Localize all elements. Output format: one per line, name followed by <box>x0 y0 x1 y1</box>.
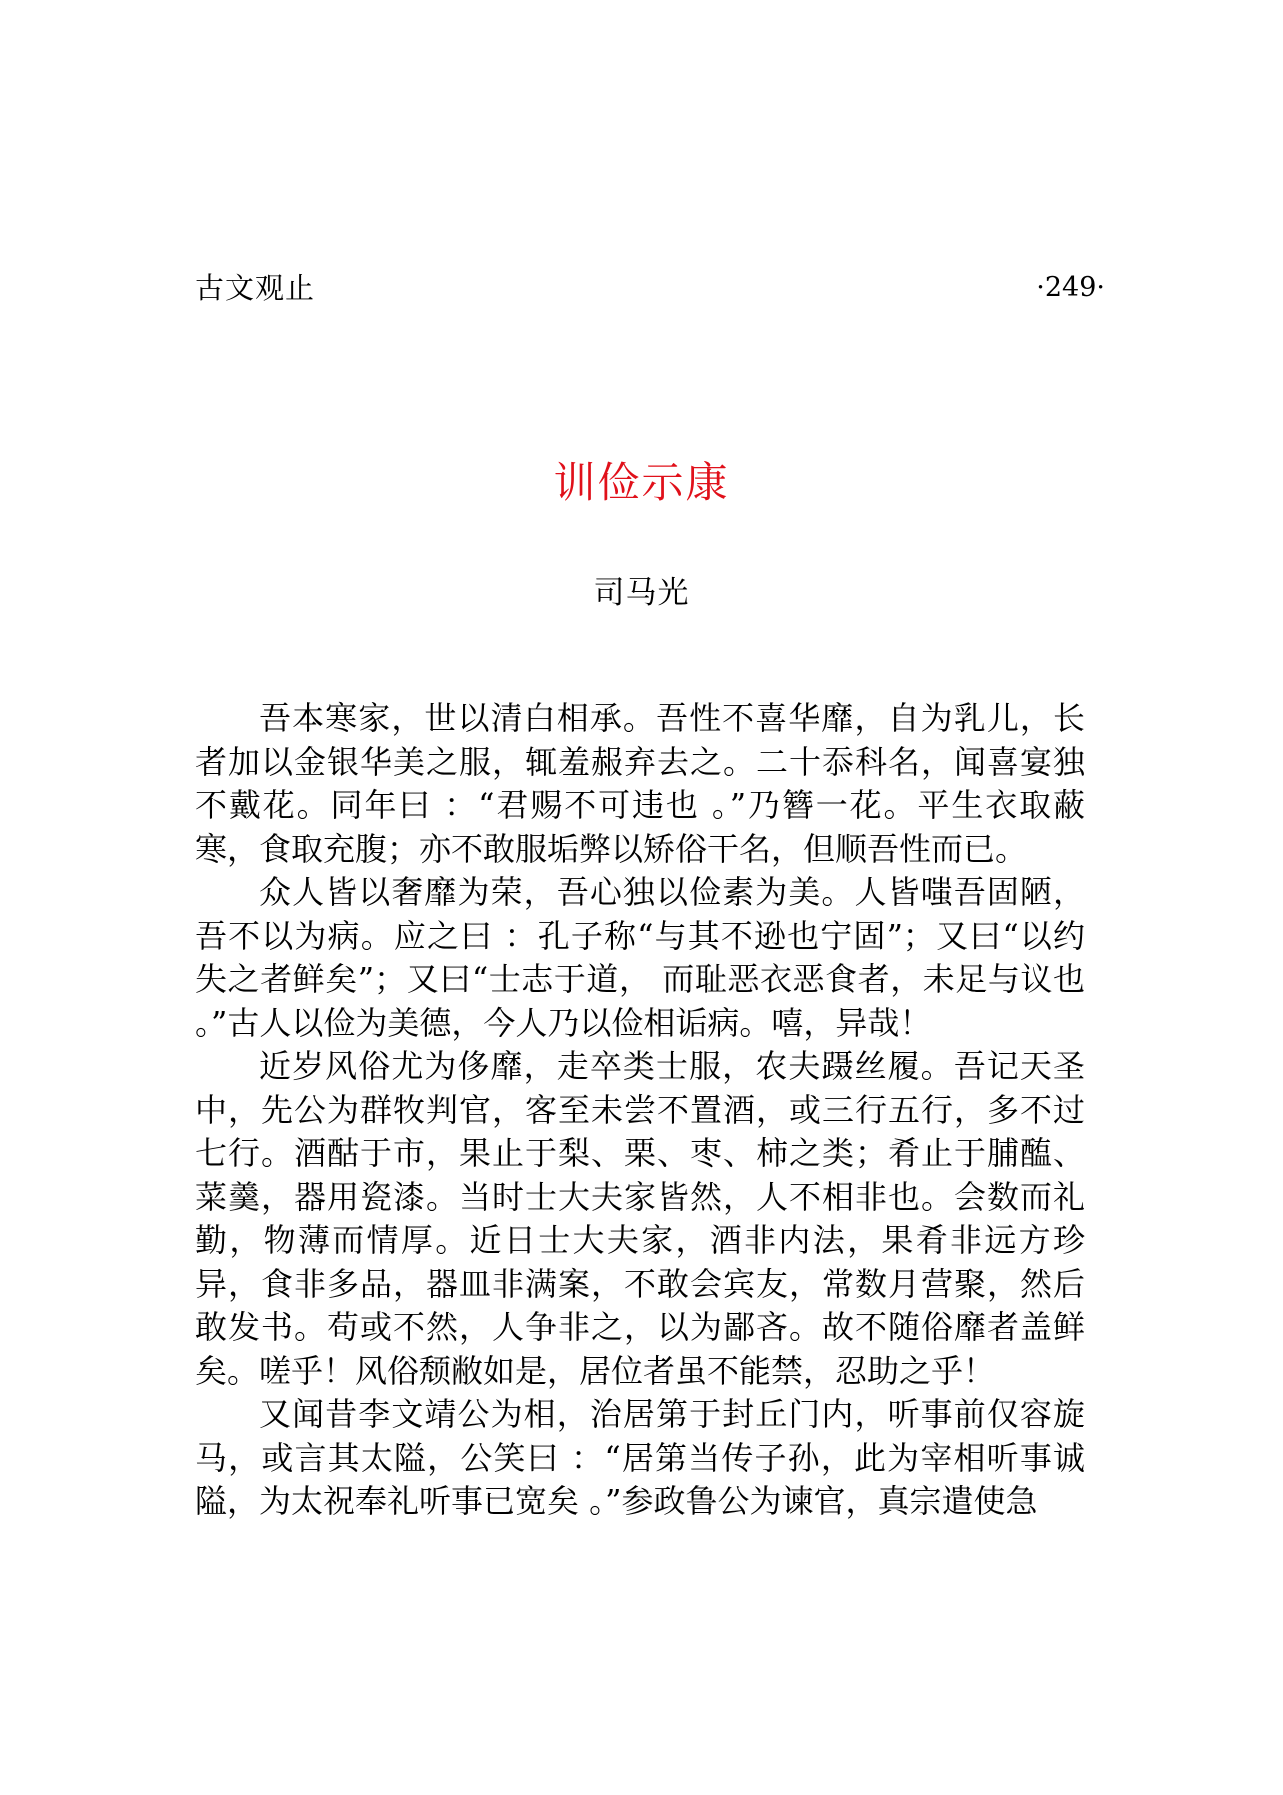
paragraph-2: 众人皆以奢靡为荣，吾心独以俭素为美。人皆嗤吾固陋，吾不以为病。应之曰 ：孔子称“与其不逊也宁固”；又曰“以约失之者鲜矣”；又曰“士志于道， 而耻恶衣恶食者，未足与议也 。”古人以俭为美德，今人乃以俭相诟病。嘻，异哉！ <box>195 873 1085 1042</box>
paragraph-4: 又闻昔李文靖公为相，治居第于封丘门内，听事前仅容旋马，或言其太隘，公笑曰 ：“居第当传子孙，此为宰相听事诚隘，为太祝奉礼听事已宽矣 。”参政鲁公为谏官，真宗遣使急 <box>195 1395 1085 1520</box>
article-body <box>195 697 1085 1524</box>
page-number: ·249· <box>1036 272 1105 303</box>
paragraph-1: 吾本寒家，世以清白相承。吾性不喜华靡，自为乳儿，长者加以金银华美之服，辄羞赧弃去之。二十忝科名，闻喜宴独不戴花。同年曰 ：“君赐不可违也 。”乃簪一花。平生衣取蔽寒，食取充腹；亦不敢服垢弊以矫俗干名，但顺吾性而已。 <box>195 699 1085 868</box>
article-author: 司马光 <box>593 575 690 611</box>
paragraph-3: 近岁风俗尤为侈靡，走卒类士服，农夫蹑丝履。吾记天圣中，先公为群牧判官，客至未尝不置酒，或三行五行，多不过七行。酒酤于市，果止于梨、栗、枣、柿之类；肴止于脯醢、菜羹，器用瓷漆。当时士大夫家皆然，人不相非也。会数而礼勤，物薄而情厚。近日士大夫家，酒非内法，果肴非远方珍异，食非多品，器皿非满案，不敢会宾友，常数月营聚，然后敢发书。苟或不然，人争非之，以为鄙吝。故不随俗靡者盖鲜矣。嗟乎！风俗颓敝如是，居位者虽不能禁，忍助之乎！ <box>195 1047 1085 1390</box>
book-title: 古文观止 <box>195 271 316 305</box>
article-title: 训俭示康 <box>553 458 730 507</box>
